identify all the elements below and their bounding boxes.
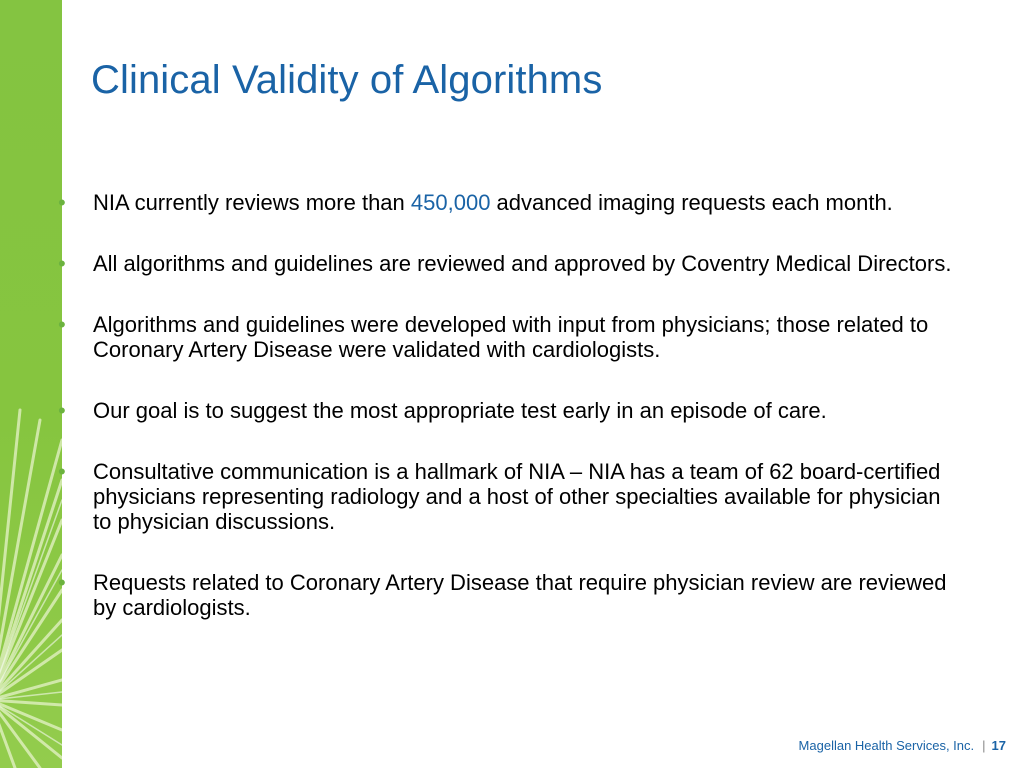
bullet-dot-icon: • xyxy=(58,251,66,276)
bullet-dot-icon: • xyxy=(58,459,66,484)
starburst-decoration-icon xyxy=(0,0,62,768)
bullet-dot-icon: • xyxy=(58,398,66,423)
highlighted-count: 450,000 xyxy=(410,190,491,215)
bullet-item xyxy=(58,398,958,423)
bullet-item xyxy=(58,312,958,362)
footer-separator: | xyxy=(982,738,986,753)
bullet-text: Consultative communication is a hallmark of NIA – NIA has a team of 62 board-certified physicians representing radiology and a host of other specialties available for physician to physician discussions. xyxy=(93,459,941,534)
bullet-text: Our goal is to suggest the most appropriate test early in an episode of care. xyxy=(93,398,827,423)
bullet-text: Requests related to Coronary Artery Disease that require physician review are reviewed by cardiologists. xyxy=(93,570,947,620)
company-name: Magellan Health Services, Inc. xyxy=(798,738,975,753)
bullet-dot-icon: • xyxy=(58,312,66,337)
bullet-item xyxy=(58,459,958,534)
bullet-item xyxy=(58,570,958,620)
bullet-item xyxy=(58,251,958,276)
bullet-text-part: NIA currently reviews more than xyxy=(93,190,411,215)
bullet-text: Algorithms and guidelines were developed with input from physicians; those related to Coronary Artery Disease were validated with cardiologists. xyxy=(93,312,929,362)
bullet-text: All algorithms and guidelines are reviewed and approved by Coventry Medical Directors. xyxy=(93,251,952,276)
slide-footer xyxy=(799,738,1006,753)
bullet-text-part: advanced imaging requests each month. xyxy=(490,190,893,215)
bullet-list xyxy=(58,190,958,656)
bullet-item xyxy=(58,190,958,215)
bullet-dot-icon: • xyxy=(58,570,66,595)
bullet-dot-icon: • xyxy=(58,190,66,215)
decorative-side-bar xyxy=(0,0,62,768)
page-number: 17 xyxy=(991,738,1006,753)
slide-title: Clinical Validity of Algorithms xyxy=(91,58,603,102)
